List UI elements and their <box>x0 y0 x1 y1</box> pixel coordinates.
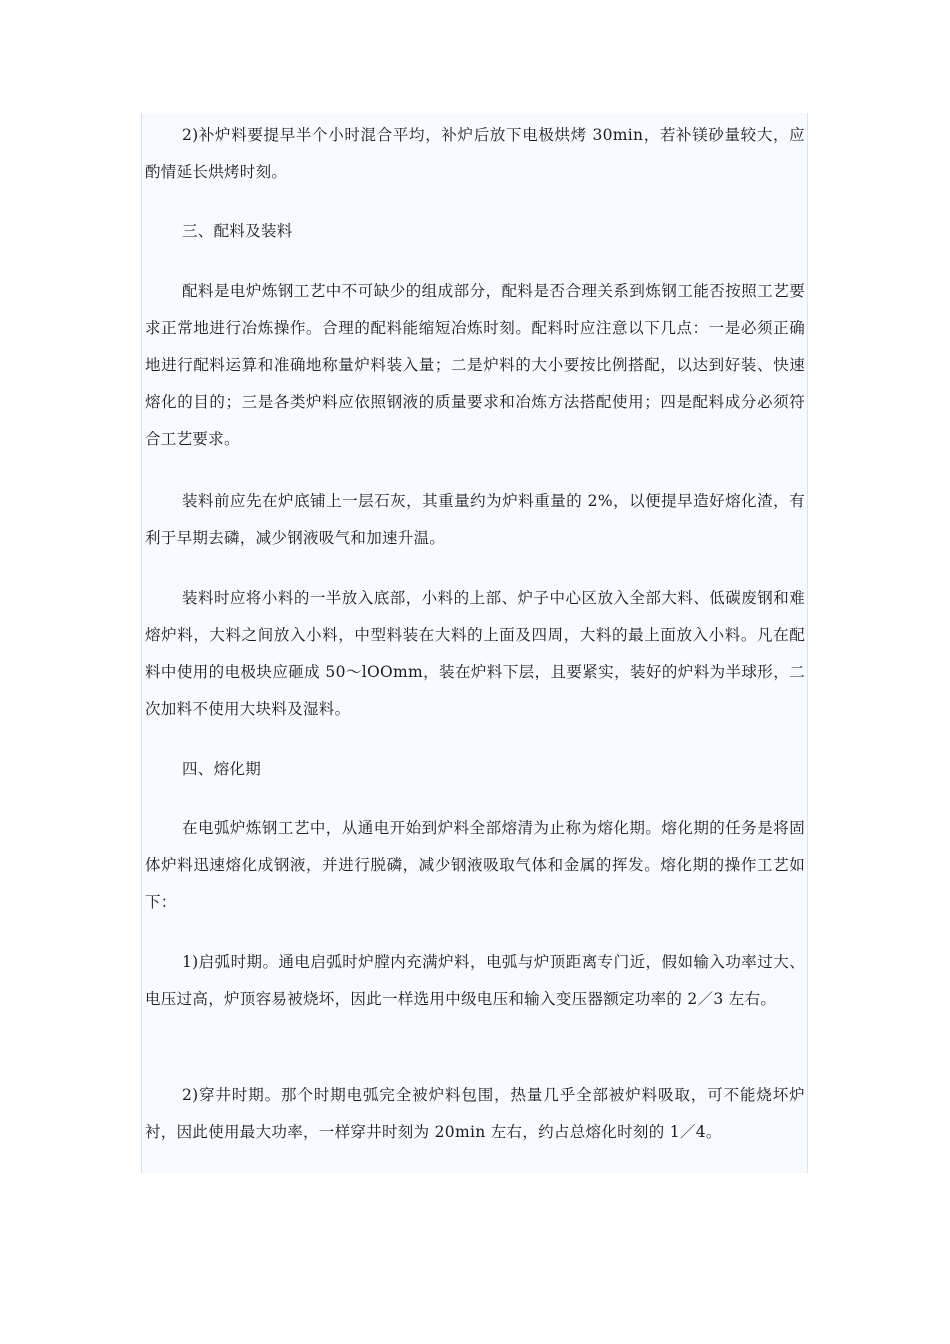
paragraph-batching-intro: 配料是电炉炼钢工艺中不可缺少的组成部分，配料是否合理关系到炼钢工能否按照工艺要求正常地进行冶炼操作。合理的配料能缩短冶炼时刻。配料时应注意以下几点：一是必须正确地进行配料运算和准确地称量炉料装入量；二是炉料的大小要按比例搭配，以达到好装、快速熔化的目的；三是各类炉料应依照钢液的质量要求和冶炼方法搭配使用；四是配料成分必须符合工艺要求。 <box>145 282 805 448</box>
paragraph-melting-period-intro: 在电弧炉炼钢工艺中，从通电开始到炉料全部熔清为止称为熔化期。熔化期的任务是将固体炉料迅速熔化成钢液，并进行脱磷，减少钢液吸取气体和金属的挥发。熔化期的操作工艺如下： <box>145 819 805 911</box>
section-heading-batching-charging: 三、配料及装料 <box>182 222 293 240</box>
section-heading-melting-period: 四、熔化期 <box>182 760 262 778</box>
paragraph-furnace-repair-note: 2)补炉料要提早半个小时混合平均，补炉后放下电极烘烤 30min，若补镁砂量较大，应酌情延长烘烤时刻。 <box>145 126 805 181</box>
paragraph-bore-in-stage: 2)穿井时期。那个时期电弧完全被炉料包围，热量几乎全部被炉料吸取，可不能烧坏炉衬，因此使用最大功率，一样穿井时刻为 20min 左右，约占总熔化时刻的 1／4。 <box>145 1086 805 1141</box>
paragraph-arc-start-stage: 1)启弧时期。通电启弧时炉膛内充满炉料，电弧与炉顶距离专门近，假如输入功率过大、电压过高，炉顶容易被烧坏，因此一样选用中级电压和输入变压器额定功率的 2／3 左右。 <box>145 953 805 1008</box>
document-content-box <box>141 113 808 1173</box>
paragraph-lime-before-charging: 装料前应先在炉底铺上一层石灰，其重量约为炉料重量的 2%，以便提早造好熔化渣，有利于早期去磷，减少钢液吸气和加速升温。 <box>145 492 805 547</box>
paragraph-charging-method: 装料时应将小料的一半放入底部，小料的上部、炉子中心区放入全部大料、低碳废钢和难熔炉料，大料之间放入小料，中型料装在大料的上面及四周，大料的最上面放入小料。凡在配料中使用的电极块应砸成 50～lOOmm，装在炉料下层，且要紧实，装好的炉料为半球形，二次加料不使用大块料及湿料。 <box>145 589 805 718</box>
